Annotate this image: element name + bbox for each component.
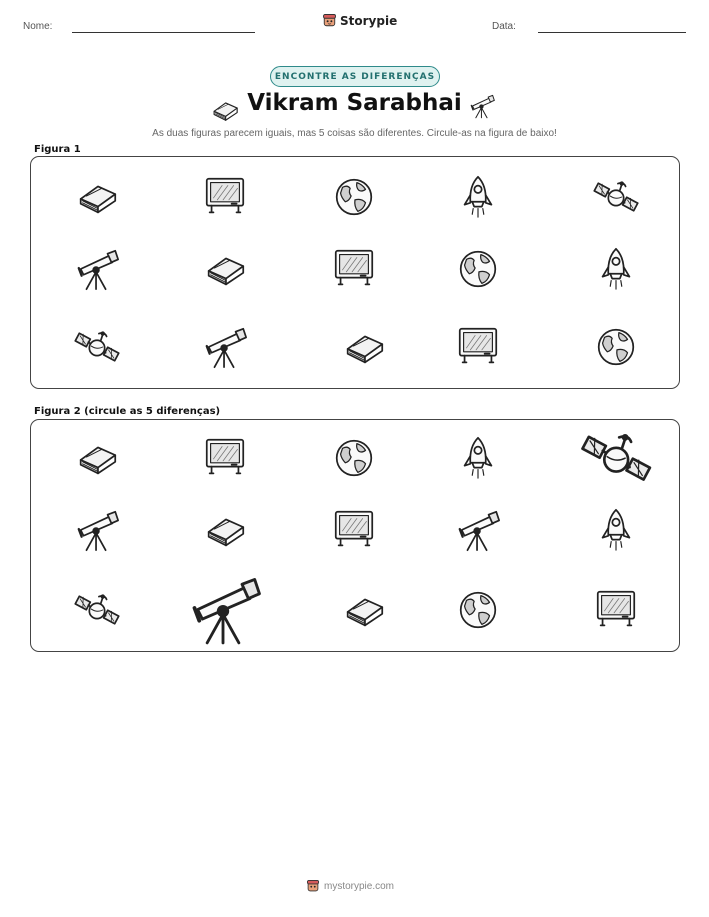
satellite-icon: [592, 173, 640, 221]
globe-icon: [454, 245, 502, 293]
name-label: Nome:: [23, 21, 53, 32]
telescope-icon: [73, 245, 121, 293]
chalkboard-icon: [201, 173, 249, 221]
activity-badge: ENCONTRE AS DIFERENÇAS: [270, 66, 440, 87]
chalkboard-icon[interactable]: [330, 506, 378, 554]
book-icon: [201, 245, 249, 293]
book-icon: [73, 173, 121, 221]
satellite-icon[interactable]: [579, 421, 653, 495]
footer-url: mystorypie.com: [324, 880, 395, 892]
globe-icon: [330, 173, 378, 221]
storypie-mascot-icon: [322, 13, 337, 28]
date-field-line[interactable]: [538, 32, 686, 33]
book-icon: [340, 323, 388, 371]
name-field-line[interactable]: [72, 32, 255, 33]
book-icon[interactable]: [340, 586, 388, 634]
satellite-icon[interactable]: [73, 586, 121, 634]
globe-icon: [592, 323, 640, 371]
date-label: Data:: [492, 21, 516, 32]
telescope-icon[interactable]: [454, 506, 502, 554]
figure-1-label: Figura 1: [34, 144, 81, 155]
storypie-mascot-icon: [306, 879, 320, 893]
rocket-icon[interactable]: [454, 434, 502, 482]
chalkboard-icon[interactable]: [592, 586, 640, 634]
telescope-icon: [201, 323, 249, 371]
brand-logo: [322, 13, 397, 28]
globe-icon[interactable]: [454, 586, 502, 634]
satellite-icon: [73, 323, 121, 371]
telescope-icon[interactable]: [185, 570, 264, 649]
instructions: As duas figuras parecem iguais, mas 5 coisas são diferentes. Circule-as na figura de baixo!: [152, 128, 557, 139]
book-icon: [209, 94, 241, 126]
globe-icon[interactable]: [330, 434, 378, 482]
rocket-icon: [592, 245, 640, 293]
brand-name: Storypie: [340, 13, 398, 28]
figure-2-panel[interactable]: [30, 419, 680, 652]
telescope-icon[interactable]: [73, 506, 121, 554]
book-icon[interactable]: [201, 506, 249, 554]
telescope-icon: [468, 92, 496, 120]
page-title: Vikram Sarabhai: [247, 90, 462, 116]
figure-2-label: Figura 2 (circule as 5 diferenças): [34, 406, 221, 417]
book-icon[interactable]: [73, 434, 121, 482]
chalkboard-icon[interactable]: [201, 434, 249, 482]
footer: [306, 879, 394, 893]
chalkboard-icon: [454, 323, 502, 371]
rocket-icon[interactable]: [592, 506, 640, 554]
rocket-icon: [454, 173, 502, 221]
chalkboard-icon: [330, 245, 378, 293]
figure-1-panel: [30, 156, 680, 389]
